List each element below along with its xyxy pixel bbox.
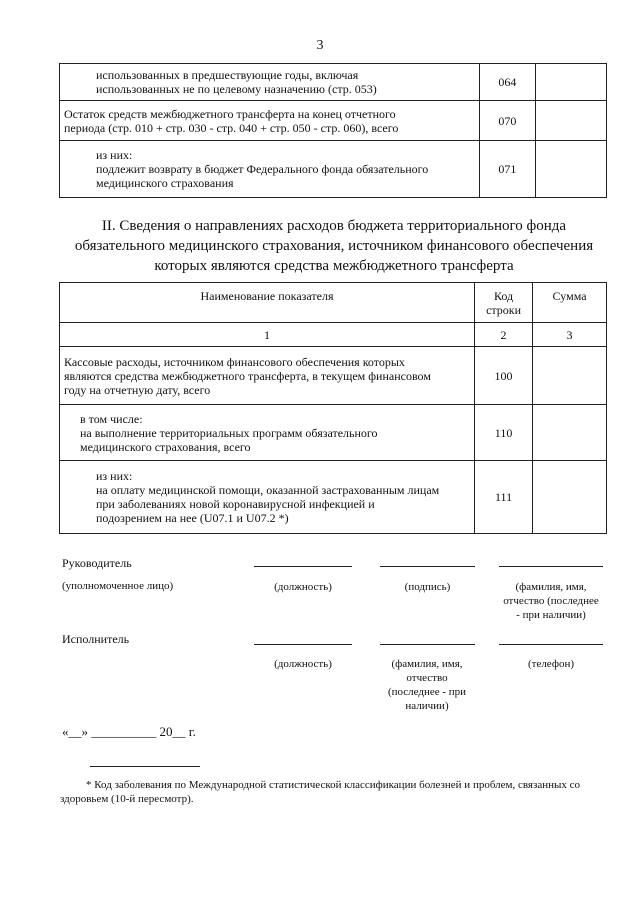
row-code: 064	[479, 64, 536, 101]
footnote: * Код заболевания по Международной статистической классификации болезней и проблем, связанных со здоровьем (10-й пересмотр).	[60, 779, 580, 805]
column-numbers-row	[60, 323, 607, 347]
row-name: Остаток средств межбюджетного трансферта на конец отчетного периода (стр. 010 + стр. 030 - стр. 040 + стр. 050 - стр. 060), всего	[60, 101, 480, 141]
row-name: из них: подлежит возврату в бюджет Федерального фонда обязательного медицинского страхования	[60, 141, 480, 198]
exec-fullname-caption: (фамилия, имя, отчество (последнее - при наличии)	[387, 658, 467, 712]
row-name: использованных в предшествующие годы, включая использованных не по целевому назначению (стр. 053)	[60, 64, 480, 101]
row-sum	[536, 141, 607, 198]
row-sum	[533, 347, 607, 405]
header-code: Код строки	[475, 283, 533, 323]
column-number: 1	[60, 323, 475, 347]
exec-phone-caption: (телефон)	[527, 658, 575, 670]
exec-phone-line	[499, 644, 603, 645]
exec-position-line	[254, 644, 352, 645]
expenses-table	[59, 282, 607, 534]
table-header-row	[60, 283, 607, 323]
row-code: 071	[479, 141, 536, 198]
head-position-caption: (должность)	[274, 581, 332, 593]
row-sum	[536, 101, 607, 141]
column-number: 2	[475, 323, 533, 347]
row-code: 111	[475, 461, 533, 534]
row-sum	[533, 405, 607, 461]
page-number: 3	[316, 38, 324, 53]
row-name: Кассовые расходы, источником финансового обеспечения которых являются средства межбюджетного трансферта, в текущем финансовом году на отчетную дату, всего	[60, 347, 475, 405]
row-name: в том числе: на выполнение территориальных программ обязательного медицинского страхования, всего	[60, 405, 475, 461]
row-code: 110	[475, 405, 533, 461]
header-sum: Сумма	[533, 283, 607, 323]
head-fullname-line	[499, 566, 603, 567]
row-name: из них: на оплату медицинской помощи, оказанной застрахованным лицам при заболеваниях новой коронавирусной инфекцией и подозрением на нее (U07.1 и U07.2 *)	[60, 461, 475, 534]
date-line: «__» __________ 20__ г.	[62, 724, 196, 739]
footnote-separator	[90, 766, 200, 767]
executor-label: Исполнитель	[62, 632, 130, 646]
row-code: 100	[475, 347, 533, 405]
table-row	[60, 461, 607, 534]
row-sum	[536, 64, 607, 101]
header-name: Наименование показателя	[60, 283, 475, 323]
exec-position-caption: (должность)	[274, 658, 332, 670]
head-signature-caption: (подпись)	[404, 581, 451, 593]
head-signature-line	[380, 566, 475, 567]
head-fullname-caption: (фамилия, имя, отчество (последнее - при наличии)	[503, 581, 599, 621]
head-label: Руководитель	[62, 556, 132, 570]
continuation-table	[59, 63, 607, 198]
table-row	[60, 101, 607, 141]
table-row	[60, 347, 607, 405]
row-code: 070	[479, 101, 536, 141]
row-sum	[533, 461, 607, 534]
table-row	[60, 405, 607, 461]
section-title: II. Сведения о направлениях расходов бюджета территориального фонда обязательного медицинского страхования, источником финансового обеспечения которых являются средства межбюджетного трансферта	[74, 218, 594, 274]
head-sub-label: (уполномоченное лицо)	[62, 580, 174, 592]
column-number: 3	[533, 323, 607, 347]
table-row	[60, 64, 607, 101]
table-row	[60, 141, 607, 198]
head-position-line	[254, 566, 352, 567]
exec-fullname-line	[380, 644, 475, 645]
